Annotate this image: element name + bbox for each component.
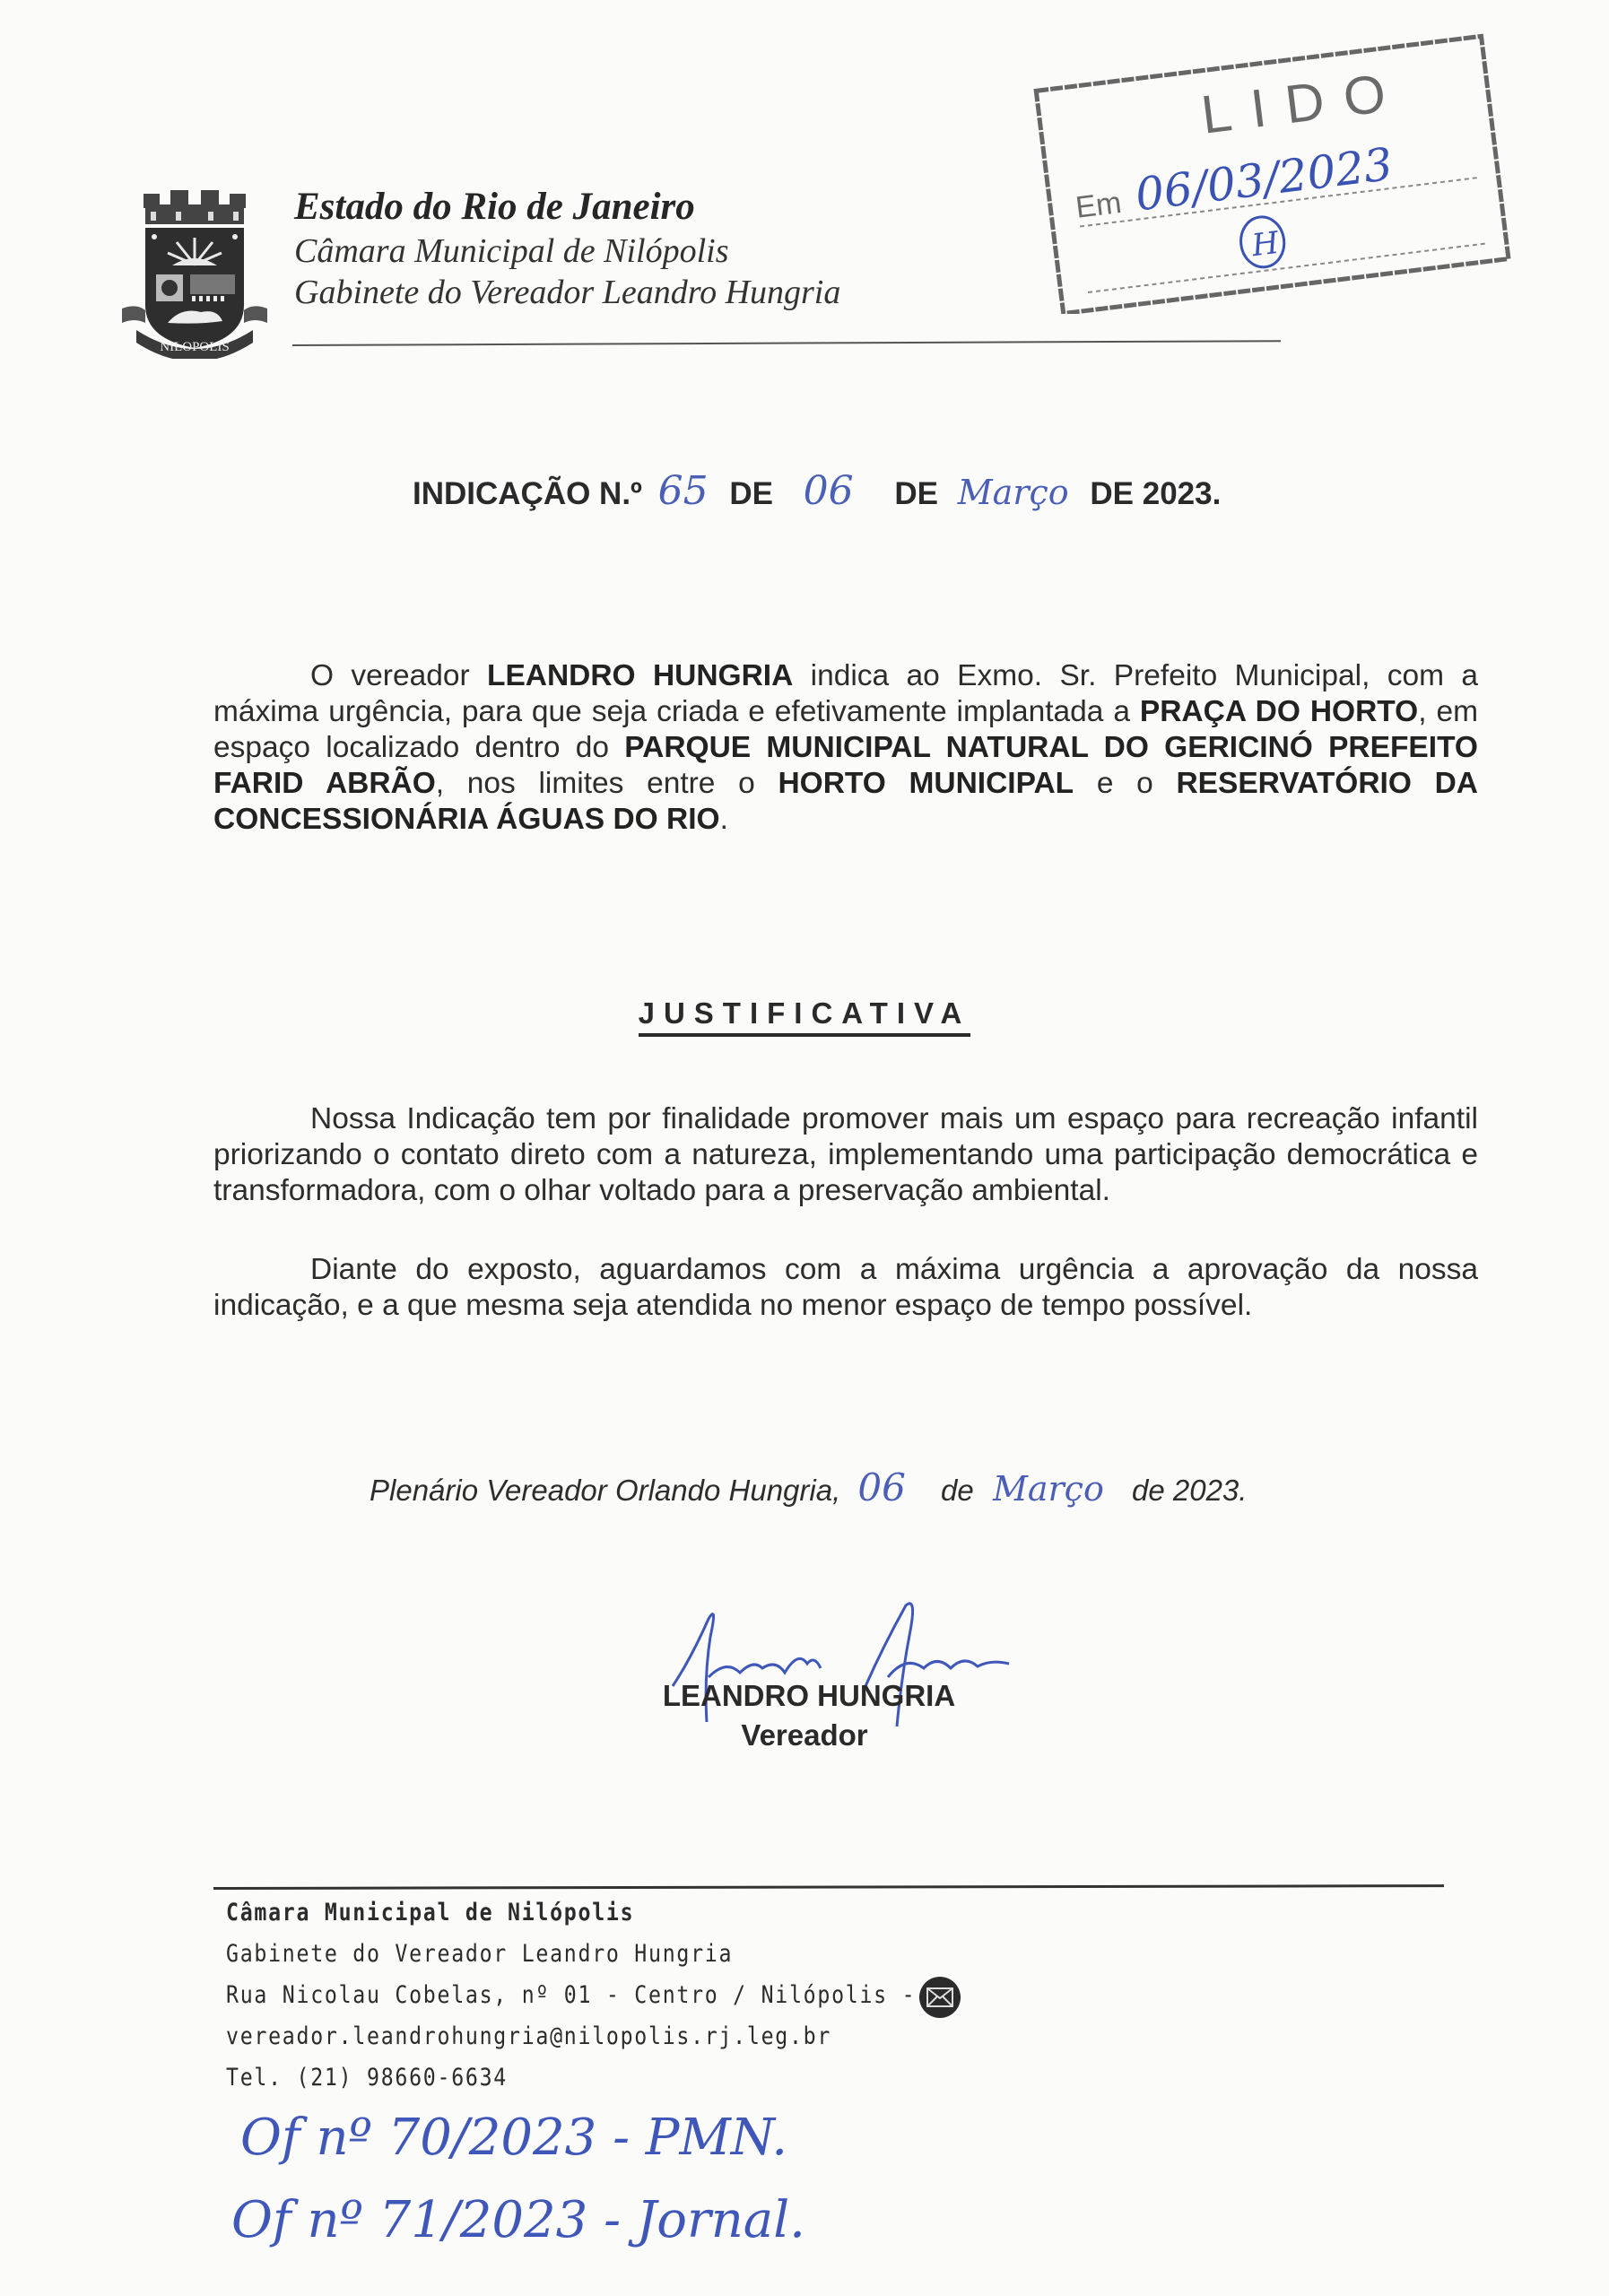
title-prefix: INDICAÇÃO N.º bbox=[413, 476, 642, 511]
title-day-handwritten: 06 bbox=[803, 468, 854, 514]
p1-text-6: . bbox=[719, 803, 728, 836]
stamp-date: 06/03/2023 bbox=[1132, 137, 1396, 222]
p1-text-2: indica ao Exmo. Sr. Prefeito Municipal, com a máxima urgência, para que seja criada e efetivamente implantada a bbox=[213, 659, 1478, 728]
footer-office: Gabinete do Vereador Leandro Hungria bbox=[226, 1940, 734, 1968]
footer-phone: Tel. (21) 98660-6634 bbox=[226, 2064, 508, 2092]
stamp-prefix: Em bbox=[1074, 185, 1124, 225]
title-suffix: DE 2023. bbox=[1090, 476, 1222, 511]
lido-stamp bbox=[1030, 27, 1514, 314]
indication-paragraph bbox=[213, 658, 1478, 838]
p1-bold-praca: PRAÇA DO HORTO bbox=[1139, 695, 1419, 728]
p1-bold-reservatorio: RESERVATÓRIO DA CONCESSIONÁRIA ÁGUAS DO RIO bbox=[213, 767, 1478, 836]
header-divider bbox=[292, 340, 1281, 346]
closing-de: de bbox=[941, 1474, 974, 1507]
title-number-handwritten: 65 bbox=[657, 468, 709, 514]
header-state: Estado do Rio de Janeiro bbox=[294, 186, 695, 228]
municipal-crest-logo bbox=[118, 188, 271, 359]
envelope-icon bbox=[919, 1977, 961, 2018]
stamp-initial: H bbox=[1249, 224, 1281, 265]
title-de-1: DE bbox=[729, 476, 773, 511]
footer-email-link[interactable]: vereador.leandrohungria@nilopolis.rj.leg.br bbox=[226, 2022, 832, 2050]
header-chamber: Câmara Municipal de Nilópolis bbox=[294, 232, 729, 270]
footer-divider bbox=[213, 1884, 1444, 1890]
signatory-role: Vereador bbox=[741, 1718, 868, 1752]
justification-paragraph-2: Diante do exposto, aguardamos com a máxima urgência a aprovação da nossa indicação, e a que mesma seja atendida no menor espaço de tempo possível. bbox=[213, 1253, 1478, 1322]
indication-title bbox=[413, 466, 1221, 519]
closing-day-handwritten: 06 bbox=[857, 1465, 906, 1509]
p1-text-1: O vereador bbox=[310, 659, 487, 692]
justification-heading-text: JUSTIFICATIVA bbox=[639, 996, 971, 1037]
handwritten-notes bbox=[222, 2109, 904, 2289]
p1-bold-parque: PARQUE MUNICIPAL NATURAL DO GERICINÓ PREFEITO FARID ABRÃO bbox=[213, 731, 1478, 800]
crest-text: NILOPOLIS bbox=[160, 340, 230, 354]
closing-line bbox=[370, 1464, 1247, 1515]
p1-bold-horto: HORTO MUNICIPAL bbox=[778, 767, 1074, 800]
stamp-label: LIDO bbox=[1197, 60, 1409, 145]
title-de-2: DE bbox=[894, 476, 939, 511]
header-office: Gabinete do Vereador Leandro Hungria bbox=[294, 274, 841, 311]
justification-paragraph-1: Nossa Indicação tem por finalidade promover mais um espaço para recreação infantil priorizando o contato direto com a natureza, implementando uma participação democrática e transformadora, com o olhar voltado para a preservação ambiental. bbox=[213, 1102, 1478, 1207]
title-month-handwritten: Março bbox=[957, 473, 1069, 512]
footer-chamber: Câmara Municipal de Nilópolis bbox=[226, 1899, 635, 1926]
closing-month-handwritten: Março bbox=[992, 1469, 1104, 1509]
handwritten-note-2: Of nº 71/2023 - Jornal. bbox=[231, 2191, 805, 2249]
signatory-name: LEANDRO HUNGRIA bbox=[662, 1679, 956, 1712]
closing-place: Plenário Vereador Orlando Hungria, bbox=[370, 1474, 841, 1507]
footer-address: Rua Nicolau Cobelas, nº 01 - Centro / Nilópolis - bbox=[226, 1981, 917, 2009]
p1-bold-councilor: LEANDRO HUNGRIA bbox=[486, 659, 794, 692]
p1-text-5: e o bbox=[1074, 767, 1177, 800]
p1-text-4: , nos limites entre o bbox=[435, 767, 778, 800]
handwritten-note-1: Of nº 70/2023 - PMN. bbox=[240, 2109, 788, 2167]
p1-text-3: , em espaço localizado dentro do bbox=[213, 695, 1478, 764]
closing-year: de 2023. bbox=[1132, 1474, 1248, 1507]
justification-heading bbox=[0, 996, 1609, 1031]
